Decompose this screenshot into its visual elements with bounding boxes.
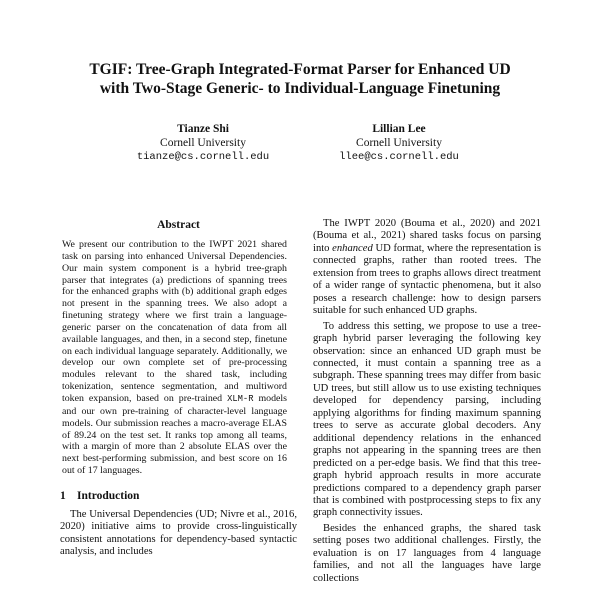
right-p1-before: The IWPT 2020 (Bouma et al., 2020) and 2021 (Bouma et al., 2021) shared tasks focus on parsing into [313,218,541,254]
right-column [313,218,541,585]
author-affiliation: Cornell University [160,137,246,149]
section-title: Introduction [77,489,140,502]
paper-title [60,60,540,98]
right-paragraph-3: Besides the enhanced graphs, the shared task setting poses two additional challenges. Firstly, the evaluation is on 17 languages from 4 language families, and not all the languages have large collections [313,522,541,584]
right-paragraph-2: To address this setting, we propose to use a tree-graph hybrid parser leveraging the following key observation: since an enhanced UD graph must be connected, it must contain a spanning tree as a subgraph. These spanning trees may differ from basic UD trees, but still allow us to use existing techniques developed for dependency parsing, including applying algorithms for finding maximum spanning trees to serve as accurate global decoders. Any additional dependency relations in the enhanced graphs not appearing in the spanning trees are then predicted on a per-edge basis. We find that this tree-graph hybrid approach results in more accurate predictions compared to a dependency graph parser that is combined with postprocessing steps to fix any graph connectivity issues. [313,320,541,519]
abstract-text [60,239,287,477]
author-email: llee@cs.cornell.edu [339,151,459,163]
author-name: Tianze Shi [177,123,229,135]
author-2 [309,122,489,164]
abstract-heading: Abstract [157,219,200,231]
author-email: tianze@cs.cornell.edu [136,151,270,163]
section-number: 1 [60,489,66,502]
right-p1-after: UD format, where the representation is connected graphs, rather than rooted trees. The extension from trees to graphs allows direct treatment of a wider range of syntactic phenomena, but it also poses a research challenge: how to design parsers suitable for such enhanced UD graphs. [313,242,541,317]
title-line-1: TGIF: Tree-Graph Integrated-Format Parser for Enhanced UD [89,61,511,78]
abstract-model-name: XLM-R [227,393,254,404]
section-heading-introduction [60,489,297,503]
abstract-part-2: models and our own pre-training of character-level language models. Our submission reaches a macro-average ELAS of 89.24 on the test set. It ranks top among all teams, with a margin of more than 2 absolute ELAS over the next best-performing submission, and best score on 16 out of 17 languages. [62,392,287,477]
intro-paragraph-left: The Universal Dependencies (UD; Nivre et al., 2016, 2020) initiative aims to provide cross-linguistically consistent annotations for dependency-based syntactic analysis, and includes [60,508,297,558]
author-name: Lillian Lee [372,123,426,135]
left-column [60,218,297,559]
right-paragraph-1 [313,218,541,318]
author-affiliation: Cornell University [356,137,442,149]
abstract-part-1: We present our contribution to the IWPT 2021 shared task on parsing into enhanced Universal Dependencies. Our main system component is a hybrid tree-graph parser that integrates (a) predictions of spanning trees for the enhanced graphs with (b) additional graph edges not present in the spanning trees. We also adopt a finetuning strategy where we first train a language-generic parser on the concatenation of data from all available languages, and then, in a second step, finetune on each individual language separately. Additionally, we develop our own complete set of pre-processing modules relevant to the shared task, including tokenization, sentence segmentation, and multiword token expansion, based on pre-trained [62,239,287,404]
right-p1-emphasis: enhanced [332,242,373,254]
author-1 [113,122,293,164]
title-line-2: with Two-Stage Generic- to Individual-Language Finetuning [99,80,501,97]
